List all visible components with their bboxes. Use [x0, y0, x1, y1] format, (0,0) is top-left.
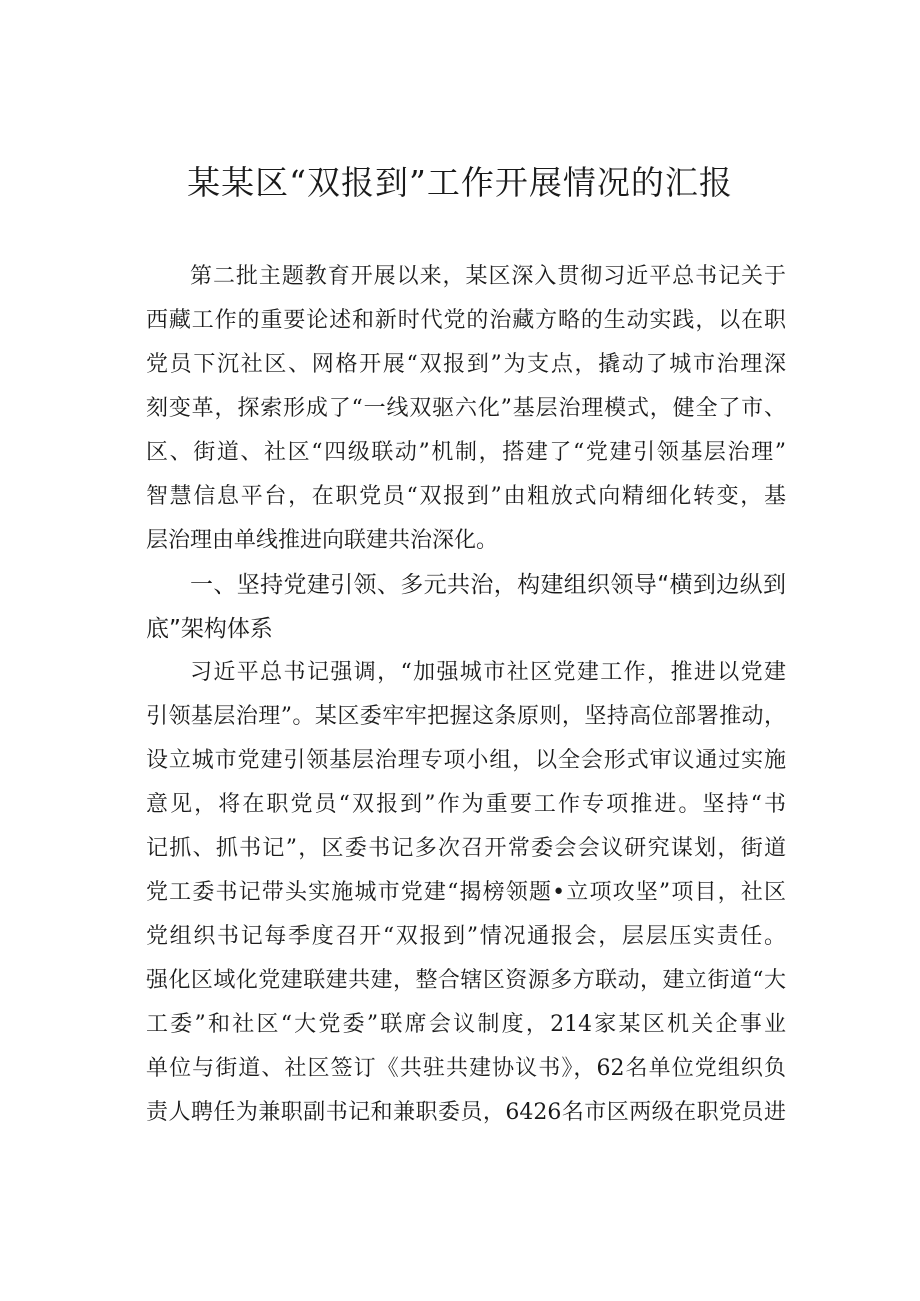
- section1-line-6: 党工委书记带头实施城市党建“揭榜领题•立项攻坚”项目，社区: [146, 880, 786, 905]
- section1-line-3: 设立城市党建引领基层治理专项小组，以全会形式审议通过实施: [146, 748, 786, 773]
- intro-line-6: 智慧信息平台，在职党员“双报到”由粗放式向精细化转变，基: [146, 484, 786, 509]
- intro-line-3: 党员下沉社区、网格开展“双报到”为支点，撬动了城市治理深: [146, 352, 786, 377]
- intro-line-5: 区、街道、社区“四级联动”机制，搭建了“党建引领基层治理”: [146, 440, 786, 465]
- section1-line-11: 责人聘任为兼职副书记和兼职委员，6426名市区两级在职党员进: [146, 1100, 786, 1125]
- section1-line-8: 强化区域化党建联建共建，整合辖区资源多方联动，建立街道“大: [146, 968, 786, 993]
- intro-line-4: 刻变革，探索形成了“一线双驱六化”基层治理模式，健全了市、: [146, 396, 786, 421]
- section1-line-10: 单位与街道、社区签订《共驻共建协议书》，62名单位党组织负: [146, 1056, 786, 1081]
- intro-line-7: 层治理由单线推进向联建共治深化。: [146, 528, 499, 553]
- intro-line-1: 第二批主题教育开展以来，某区深入贯彻习近平总书记关于: [190, 264, 786, 289]
- section1-line-7: 党组织书记每季度召开“双报到”情况通报会，层层压实责任。: [146, 924, 786, 949]
- intro-line-2: 西藏工作的重要论述和新时代党的治藏方略的生动实践，以在职: [146, 308, 786, 333]
- section1-line-1: 习近平总书记强调，“加强城市社区党建工作，推进以党建: [190, 660, 786, 685]
- document-title: 某某区“双报到”工作开展情况的汇报: [187, 163, 733, 202]
- section1-line-2: 引领基层治理”。某区委牢牢把握这条原则，坚持高位部署推动，: [146, 704, 786, 729]
- section1-line-9: 工委”和社区“大党委”联席会议制度，214家某区机关企事业: [146, 1012, 786, 1037]
- section1-heading-line-1: 一、坚持党建引领、多元共治，构建组织领导“横到边纵到: [190, 572, 786, 598]
- section1-heading-line-2: 底”架构体系: [146, 616, 273, 642]
- section1-line-5: 记抓、抓书记”，区委书记多次召开常委会会议研究谋划，街道: [146, 836, 786, 861]
- section1-line-4: 意见，将在职党员“双报到”作为重要工作专项推进。坚持“书: [146, 792, 786, 817]
